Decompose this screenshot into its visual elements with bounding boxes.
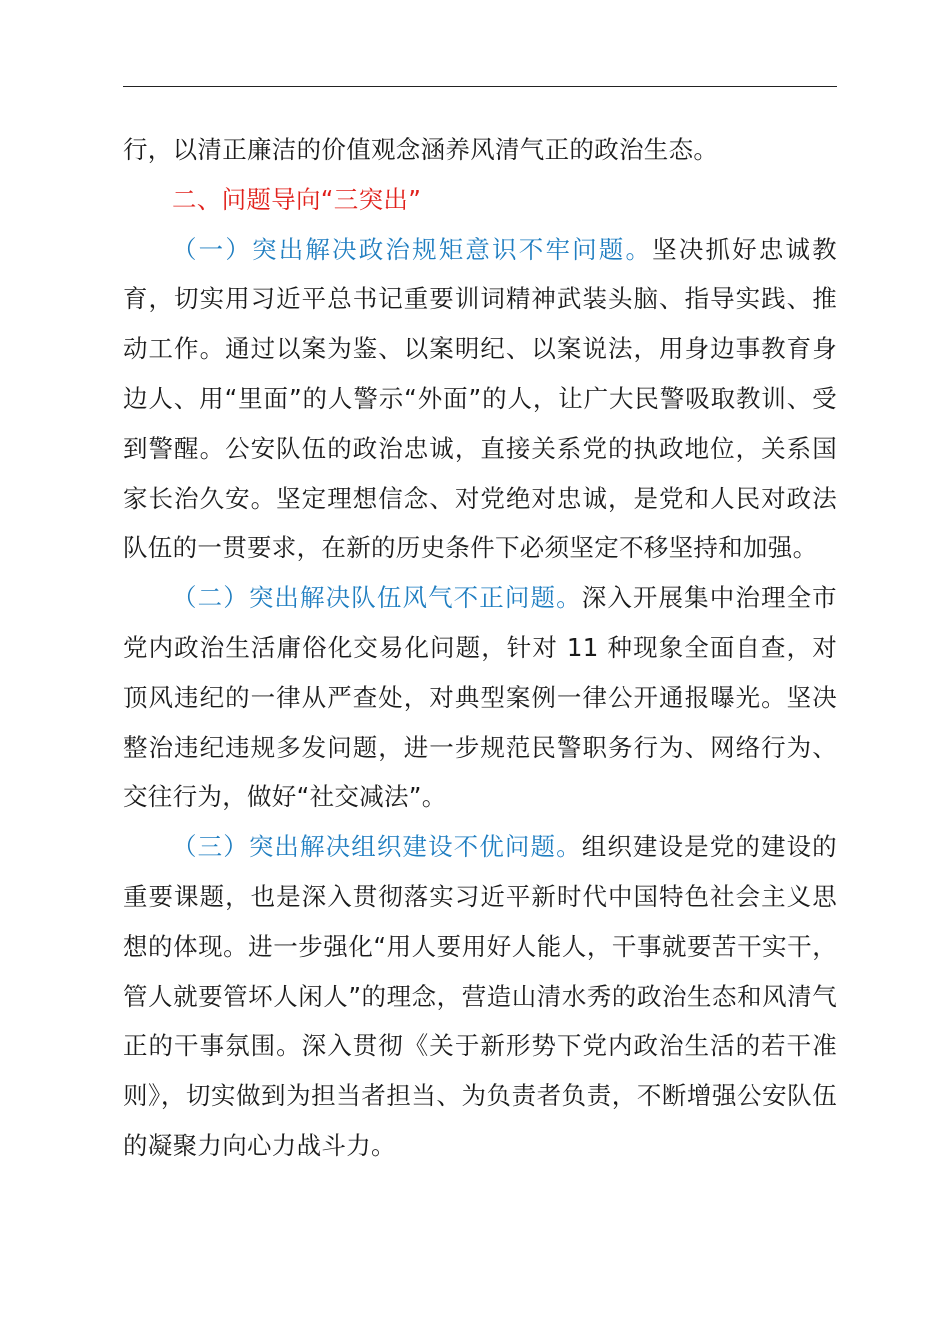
item-body-1: 坚决抓好忠诚教育，切实用习近平总书记重要训词精神武装头脑、指导实践、推动工作。通过以案为鉴、以案明纪、以案说法，用身边事教育身边人、用“里面”的人警示“外面”的人，让广大民警吸取教训、受到警醒。公安队伍的政治忠诚，直接关系党的执政地位，关系国家长治久安。坚定理想信念、对党绝对忠诚，是党和人民对政法队伍的一贯要求，在新的历史条件下必须坚定不移坚持和加强。: [123, 234, 837, 563]
header-rule: [123, 86, 837, 87]
document-body: [123, 125, 837, 1171]
item-heading-1: （一）突出解决政治规矩意识不牢问题。: [172, 234, 653, 264]
item-heading-3: （三）突出解决组织建设不优问题。: [172, 832, 582, 862]
item-paragraph-2: [123, 573, 837, 822]
item-heading-2: （二）突出解决队伍风气不正问题。: [172, 583, 582, 613]
item-body-3: 组织建设是党的建设的重要课题，也是深入贯彻落实习近平新时代中国特色社会主义思想的体现。进一步强化“用人要用好人能人，干事就要苦干实干，管人就要管坏人闲人”的理念，营造山清水秀的政治生态和风清气正的干事氛围。深入贯彻《关于新形势下党内政治生活的若干准则》，切实做到为担当者担当、为负责者负责，不断增强公安队伍的凝聚力向心力战斗力。: [123, 832, 837, 1160]
item-paragraph-3: [123, 822, 837, 1171]
continuation-paragraph: 行，以清正廉洁的价值观念涵养风清气正的政治生态。: [123, 135, 719, 164]
item-body-2: 深入开展集中治理全市党内政治生活庸俗化交易化问题，针对 11 种现象全面自查，对顶风违纪的一律从严查处，对典型案例一律公开通报曝光。坚决整治违纪违规多发问题，进一步规范民警职务行为、网络行为、交往行为，做好“社交减法”。: [123, 583, 837, 812]
section-heading: 二、问题导向“三突出”: [172, 184, 422, 214]
item-paragraph-1: [123, 225, 837, 574]
